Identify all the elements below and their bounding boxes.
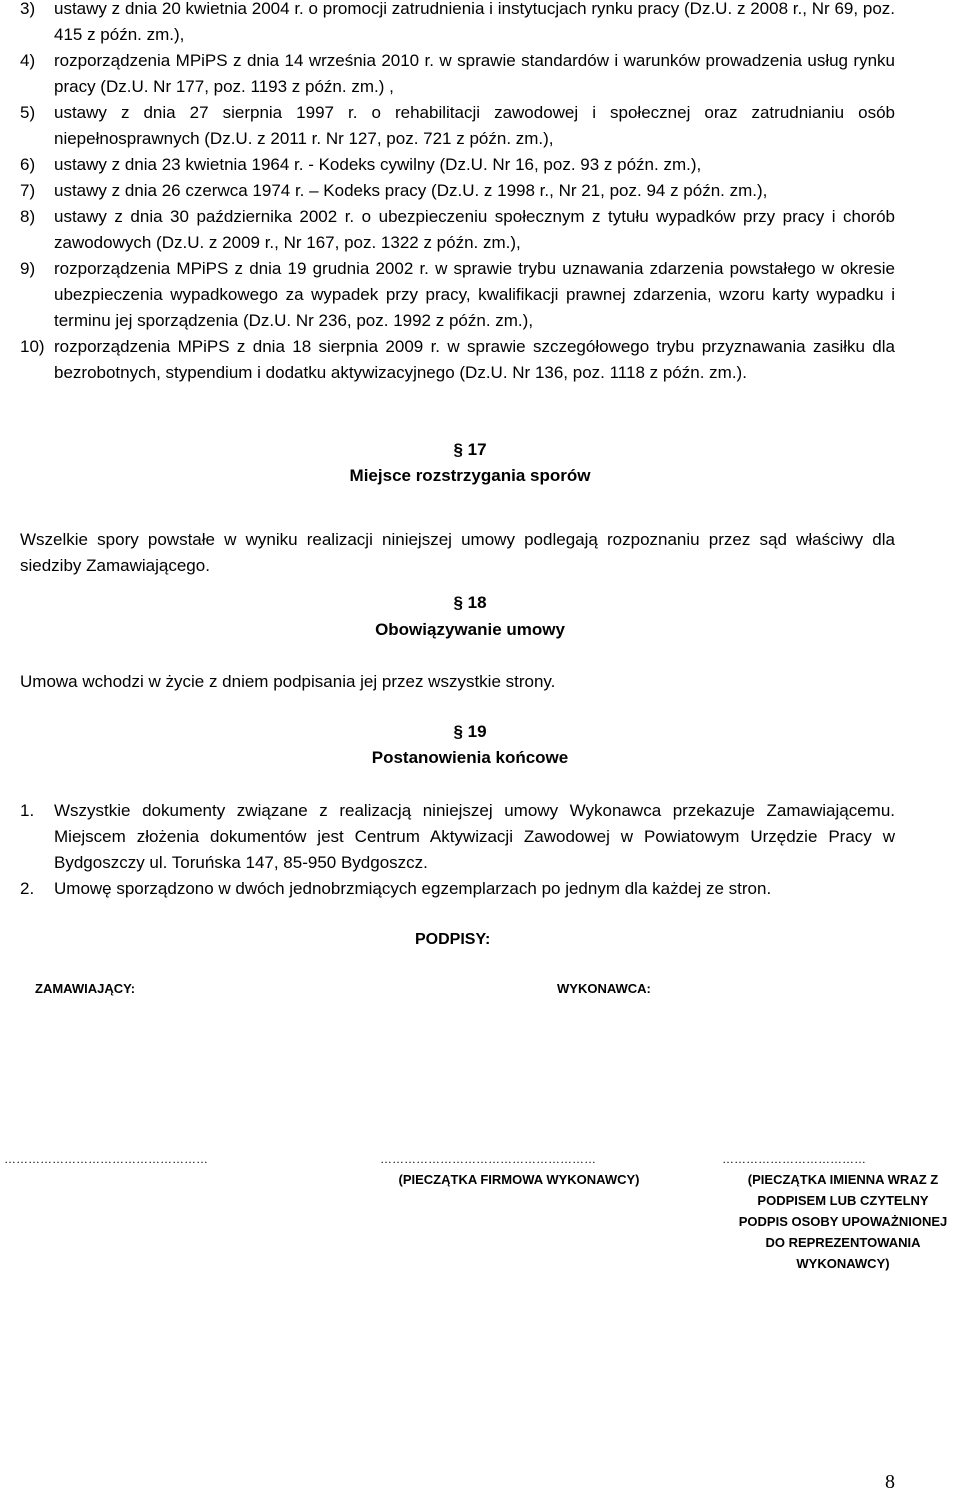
section-19-number: § 19 — [453, 722, 487, 741]
list-item: 1. Wszystkie dokumenty związane z realizacją niniejszej umowy Wykonawca przekazuje Zamawiającemu. Miejscem złożenia dokumentów jest Centrum Aktywizacji Zawodowej w Powiatowym Urzędzie Pracy w Bydgoszczy ul. Toruńska 147, 85-950 Bydgoszcz. — [20, 801, 895, 872]
section-18-number: § 18 — [453, 593, 487, 612]
list-item: 9) rozporządzenia MPiPS z dnia 19 grudnia 2002 r. w sprawie trybu uznawania zdarzenia powstałego w okresie ubezpieczenia wypadkowego za wypadek przy pracy, kwalifikacji prawnej zdarzenia, wzoru karty wypadku i terminu jej sporządzenia (Dz.U. Nr 236, poz. 1992 z późn. zm.), — [20, 259, 895, 330]
contractor-label: WYKONAWCA: — [557, 981, 651, 996]
signature-line-orderer: …………………………………………… — [4, 1152, 208, 1166]
list-item: 4) rozporządzenia MPiPS z dnia 14 września 2010 r. w sprawie standardów i warunków prowadzenia usług rynku pracy (Dz.U. Nr 177, poz. 1193 z późn. zm.) , — [20, 51, 895, 96]
list-item: 10) rozporządzenia MPiPS z dnia 18 sierpnia 2009 r. w sprawie szczegółowego trybu przyznawania zasiłku dla bezrobotnych, stypendium i dodatku aktywizacyjnego (Dz.U. Nr 136, poz. 1118 z późn. zm.). — [20, 337, 895, 382]
section-17-number: § 17 — [453, 440, 487, 459]
section-17-title: Miejsce rozstrzygania sporów — [349, 466, 591, 485]
signatures-heading: PODPISY: — [415, 931, 491, 948]
section-18-title: Obowiązywanie umowy — [375, 620, 565, 639]
signature-line-firm-stamp: ……………………………………………… — [380, 1152, 596, 1166]
legal-acts-list — [20, 0, 895, 386]
list-item: 5) ustawy z dnia 27 sierpnia 1997 r. o rehabilitacji zawodowej i społecznej oraz zatrudnianiu osób niepełnosprawnych (Dz.U. z 2011 r. Nr 127, poz. 721 z późn. zm.), — [20, 103, 895, 148]
orderer-label: ZAMAWIAJĄCY: — [35, 981, 136, 996]
list-item: 6) ustawy z dnia 23 kwietnia 1964 r. - Kodeks cywilny (Dz.U. Nr 16, poz. 93 z późn. zm.), — [20, 155, 702, 174]
page-number: 8 — [885, 1471, 895, 1493]
signature-line-personal: ……………………………… — [722, 1152, 866, 1166]
list-item: 7) ustawy z dnia 26 czerwca 1974 r. – Kodeks pracy (Dz.U. z 1998 r., Nr 21, poz. 94 z późn. zm.), — [20, 181, 768, 200]
firm-stamp-caption: (PIECZĄTKA FIRMOWA WYKONAWCY) — [398, 1172, 640, 1187]
section-19-title: Postanowienia końcowe — [371, 748, 569, 767]
final-provisions-list — [20, 798, 895, 902]
list-item: 8) ustawy z dnia 30 października 2002 r. o ubezpieczeniu społecznym z tytułu wypadków przy pracy i chorób zawodowych (Dz.U. z 2009 r., Nr 167, poz. 1322 z późn. zm.), — [20, 207, 895, 252]
section-17-text: Wszelkie spory powstałe w wyniku realizacji niniejszej umowy podlegają rozpoznaniu przez sąd właściwy dla siedziby Zamawiającego. — [20, 530, 895, 575]
list-item: 2. Umowę sporządzono w dwóch jednobrzmiących egzemplarzach po jednym dla każdej ze stron. — [20, 879, 772, 898]
personal-stamp-caption: (PIECZĄTKA IMIENNA WRAZ Z PODPISEM LUB CZYTELNY PODPIS OSOBY UPOWAŻNIONEJ DO REPREZENTOWANIA WYKONAWCY) — [738, 1172, 948, 1271]
list-item: 3) ustawy z dnia 20 kwietnia 2004 r. o promocji zatrudnienia i instytucjach rynku pracy (Dz.U. z 2008 r., Nr 69, poz. 415 z późn. zm.), — [20, 0, 895, 44]
section-18-text: Umowa wchodzi w życie z dniem podpisania jej przez wszystkie strony. — [20, 672, 556, 691]
